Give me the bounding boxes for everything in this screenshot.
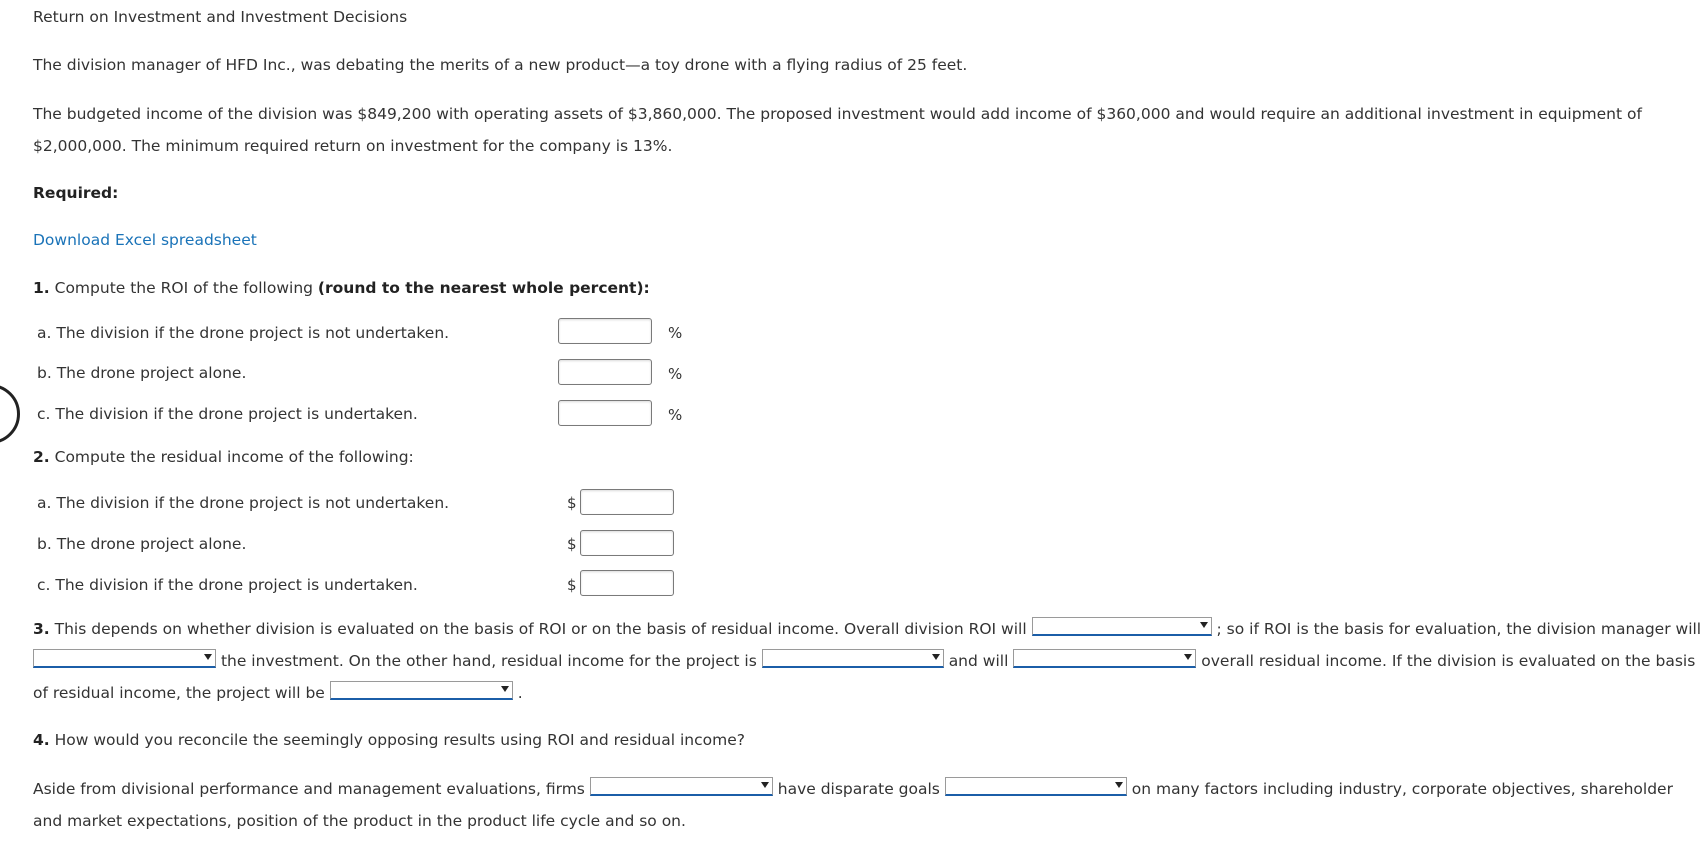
- q4-paragraph: [33, 773, 1705, 837]
- chevron-down-icon: [1115, 782, 1123, 788]
- q3-manager-decision-dropdown[interactable]: [33, 649, 216, 668]
- q3-paragraph: [33, 613, 1705, 709]
- q1-roi-b-input[interactable]: [558, 359, 652, 385]
- chevron-down-icon: [761, 782, 769, 788]
- chevron-down-icon: [1200, 622, 1208, 628]
- q2-item-c-label: c. The division if the drone project is undertaken.: [37, 576, 418, 594]
- q3-text-4: and will: [948, 652, 1009, 670]
- q4-text-3: on many factors including industry, corporate objectives, shareholder and market expectations, position of the product in the product life cycle and so on.: [33, 780, 1673, 830]
- q2-ri-b-input[interactable]: [580, 530, 674, 556]
- q1-item-b-label: b. The drone project alone.: [37, 364, 247, 382]
- q2-text: Compute the residual income of the following:: [54, 448, 414, 466]
- page-title: Return on Investment and Investment Decisions: [33, 8, 408, 26]
- q2-heading: [33, 448, 414, 466]
- q3-number: 3.: [33, 620, 50, 638]
- q2-dollar-b: $: [567, 535, 577, 553]
- required-label: Required:: [33, 184, 119, 202]
- q3-project-outcome-dropdown[interactable]: [330, 681, 513, 700]
- q2-dollar-c: $: [567, 576, 577, 594]
- q1-item-a-label: a. The division if the drone project is not undertaken.: [37, 324, 450, 342]
- q2-ri-c-input[interactable]: [580, 570, 674, 596]
- q4-text-2: have disparate goals: [777, 780, 940, 798]
- q4-heading: [33, 731, 745, 749]
- q1-roi-c-input[interactable]: [558, 400, 652, 426]
- q2-dollar-a: $: [567, 494, 577, 512]
- q1-percent-b: %: [668, 365, 683, 383]
- q2-item-a-label: a. The division if the drone project is not undertaken.: [37, 494, 450, 512]
- q1-heading: [33, 279, 650, 297]
- q2-item-b-label: b. The drone project alone.: [37, 535, 247, 553]
- chevron-down-icon: [204, 654, 212, 660]
- q3-overall-ri-dropdown[interactable]: [1013, 649, 1196, 668]
- q4-text: How would you reconcile the seemingly opposing results using ROI and residual income?: [54, 731, 745, 749]
- chevron-down-icon: [1184, 654, 1192, 660]
- chevron-down-icon: [501, 686, 509, 692]
- q4-goals-dropdown[interactable]: [945, 777, 1127, 796]
- q4-text-1: Aside from divisional performance and management evaluations, firms: [33, 780, 585, 798]
- q1-number: 1.: [33, 279, 50, 297]
- q3-project-ri-dropdown[interactable]: [762, 649, 944, 668]
- q1-percent-a: %: [668, 324, 683, 342]
- q4-number: 4.: [33, 731, 50, 749]
- q3-text-1: This depends on whether division is evaluated on the basis of ROI or on the basis of residual income. Overall division ROI will: [54, 620, 1027, 638]
- q2-number: 2.: [33, 448, 50, 466]
- q3-text-2: ; so if ROI is the basis for evaluation, the division manager will: [1216, 620, 1702, 638]
- partial-circle-decoration: [0, 384, 20, 444]
- budget-paragraph: The budgeted income of the division was $849,200 with operating assets of $3,860,000. The proposed investment would add income of $360,000 and would require an additional investment in equipment of $2,000,000. The minimum required return on investment for the company is 13%.: [33, 105, 1642, 155]
- q3-text-6: .: [517, 684, 523, 702]
- download-excel-link[interactable]: Download Excel spreadsheet: [33, 231, 257, 249]
- chevron-down-icon: [932, 654, 940, 660]
- q2-ri-a-input[interactable]: [580, 489, 674, 515]
- q4-firms-dropdown[interactable]: [590, 777, 773, 796]
- q3-text-5: overall residual income. If the division is evaluated on the basis of residual income, the project will be: [33, 652, 1696, 702]
- intro-text: The division manager of HFD Inc., was debating the merits of a new product—a toy drone with a flying radius of 25 feet.: [33, 56, 968, 74]
- q1-item-c-label: c. The division if the drone project is undertaken.: [37, 405, 418, 423]
- q1-percent-c: %: [668, 406, 683, 424]
- q1-text: Compute the ROI of the following: [54, 279, 318, 297]
- q3-text-3: the investment. On the other hand, residual income for the project is: [220, 652, 757, 670]
- q3-roi-change-dropdown[interactable]: [1032, 617, 1212, 636]
- q1-roi-a-input[interactable]: [558, 318, 652, 344]
- q1-bold-text: (round to the nearest whole percent):: [317, 279, 650, 297]
